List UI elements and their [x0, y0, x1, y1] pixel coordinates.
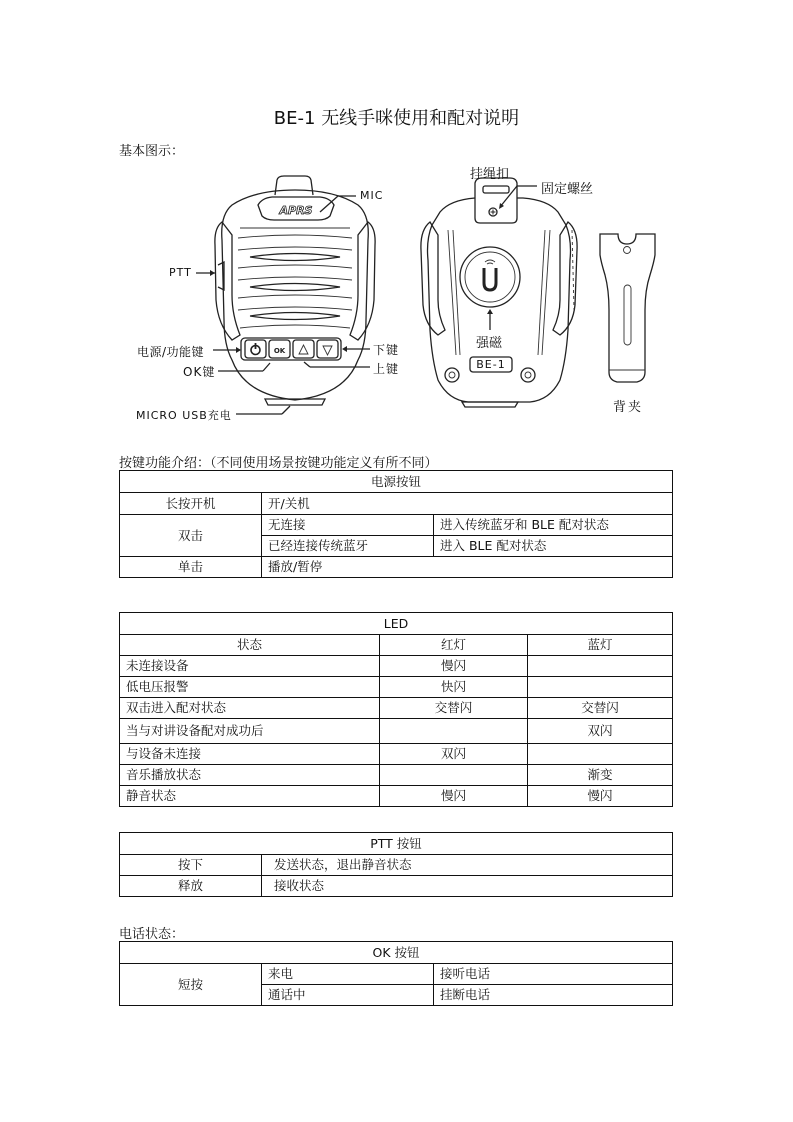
blue-cell: 慢闪	[528, 786, 673, 807]
table-row	[120, 515, 673, 536]
result-cell: 接听电话	[434, 964, 673, 985]
status-cell: 音乐播放状态	[120, 765, 380, 786]
blue-cell	[528, 656, 673, 677]
red-cell: 慢闪	[380, 656, 528, 677]
micro-usb-charge-label: MICRO USB充电	[136, 409, 232, 422]
table-row	[120, 493, 673, 515]
table-row	[120, 677, 673, 698]
red-cell	[380, 719, 528, 744]
result-cell: 播放/暂停	[262, 557, 673, 578]
table-row	[120, 876, 673, 897]
red-cell	[380, 765, 528, 786]
result-cell: 接收状态	[262, 876, 673, 897]
column-header-blue: 蓝灯	[528, 635, 673, 656]
result-cell: 开/关机	[262, 493, 673, 515]
action-cell: 按下	[120, 855, 262, 876]
table-row	[120, 744, 673, 765]
action-cell: 短按	[120, 964, 262, 1006]
belt-clip-label: 背夹	[613, 400, 644, 415]
table-row	[120, 656, 673, 677]
status-cell: 低电压报警	[120, 677, 380, 698]
result-cell: 发送状态，退出静音状态	[262, 855, 673, 876]
power-function-key-label: 电源/功能键	[137, 345, 205, 359]
table-row	[120, 855, 673, 876]
table-row	[120, 698, 673, 719]
down-key-label: 下键	[373, 343, 400, 357]
blue-cell: 交替闪	[528, 698, 673, 719]
lanyard-buckle-label: 挂绳扣	[470, 167, 510, 182]
table-row	[120, 557, 673, 578]
red-cell: 双闪	[380, 744, 528, 765]
red-cell: 慢闪	[380, 786, 528, 807]
condition-cell: 无连接	[262, 515, 434, 536]
up-key-label: 上键	[373, 362, 400, 376]
led-table	[119, 612, 673, 807]
blue-cell	[528, 744, 673, 765]
blue-cell: 双闪	[528, 719, 673, 744]
action-cell: 释放	[120, 876, 262, 897]
brand-text: APRS	[279, 204, 313, 217]
status-cell: 与设备未连接	[120, 744, 380, 765]
table-row	[120, 964, 673, 985]
section-key-functions: 按键功能介绍：（不同使用场景按键功能定义有所不同）	[119, 456, 438, 471]
action-cell: 双击	[120, 515, 262, 557]
table-row	[120, 719, 673, 744]
power-button-table	[119, 470, 673, 578]
column-header-status: 状态	[120, 635, 380, 656]
condition-cell: 来电	[262, 964, 434, 985]
blue-cell	[528, 677, 673, 698]
table-row	[120, 765, 673, 786]
action-cell: 单击	[120, 557, 262, 578]
ok-key-label: OK键	[183, 365, 216, 379]
result-cell: 进入 BLE 配对状态	[434, 536, 673, 557]
red-cell: 快闪	[380, 677, 528, 698]
ok-button-table	[119, 941, 673, 1006]
status-cell: 静音状态	[120, 786, 380, 807]
result-cell: 挂断电话	[434, 985, 673, 1006]
red-cell: 交替闪	[380, 698, 528, 719]
ok-button-glyph: OK	[273, 347, 286, 355]
ok-table-header: OK 按钮	[120, 942, 673, 964]
status-cell: 未连接设备	[120, 656, 380, 677]
strong-magnet-label: 强磁	[476, 336, 503, 351]
action-cell: 长按开机	[120, 493, 262, 515]
model-plate-label: BE-1	[476, 358, 506, 371]
ptt-table-header: PTT 按钮	[120, 833, 673, 855]
ptt-label: PTT	[169, 266, 192, 279]
blue-cell: 渐变	[528, 765, 673, 786]
mic-label: MIC	[360, 189, 384, 202]
led-table-header: LED	[120, 613, 673, 635]
back-device-diagram	[0, 0, 793, 440]
column-header-red: 红灯	[380, 635, 528, 656]
section-basic-diagram: 基本图示：	[119, 144, 185, 159]
document-title: BE-1 无线手咪使用和配对说明	[273, 108, 520, 129]
result-cell: 进入传统蓝牙和 BLE 配对状态	[434, 515, 673, 536]
condition-cell: 通话中	[262, 985, 434, 1006]
status-cell: 当与对讲设备配对成功后	[120, 719, 380, 744]
back-device-drawing	[0, 0, 793, 440]
status-cell: 双击进入配对状态	[120, 698, 380, 719]
power-table-header: 电源按钮	[120, 471, 673, 493]
table-row	[120, 786, 673, 807]
ptt-button-table	[119, 832, 673, 897]
condition-cell: 已经连接传统蓝牙	[262, 536, 434, 557]
led-table-column-headers	[120, 635, 673, 656]
fixing-screw-label: 固定螺丝	[541, 182, 594, 197]
section-phone-status: 电话状态：	[119, 927, 185, 942]
